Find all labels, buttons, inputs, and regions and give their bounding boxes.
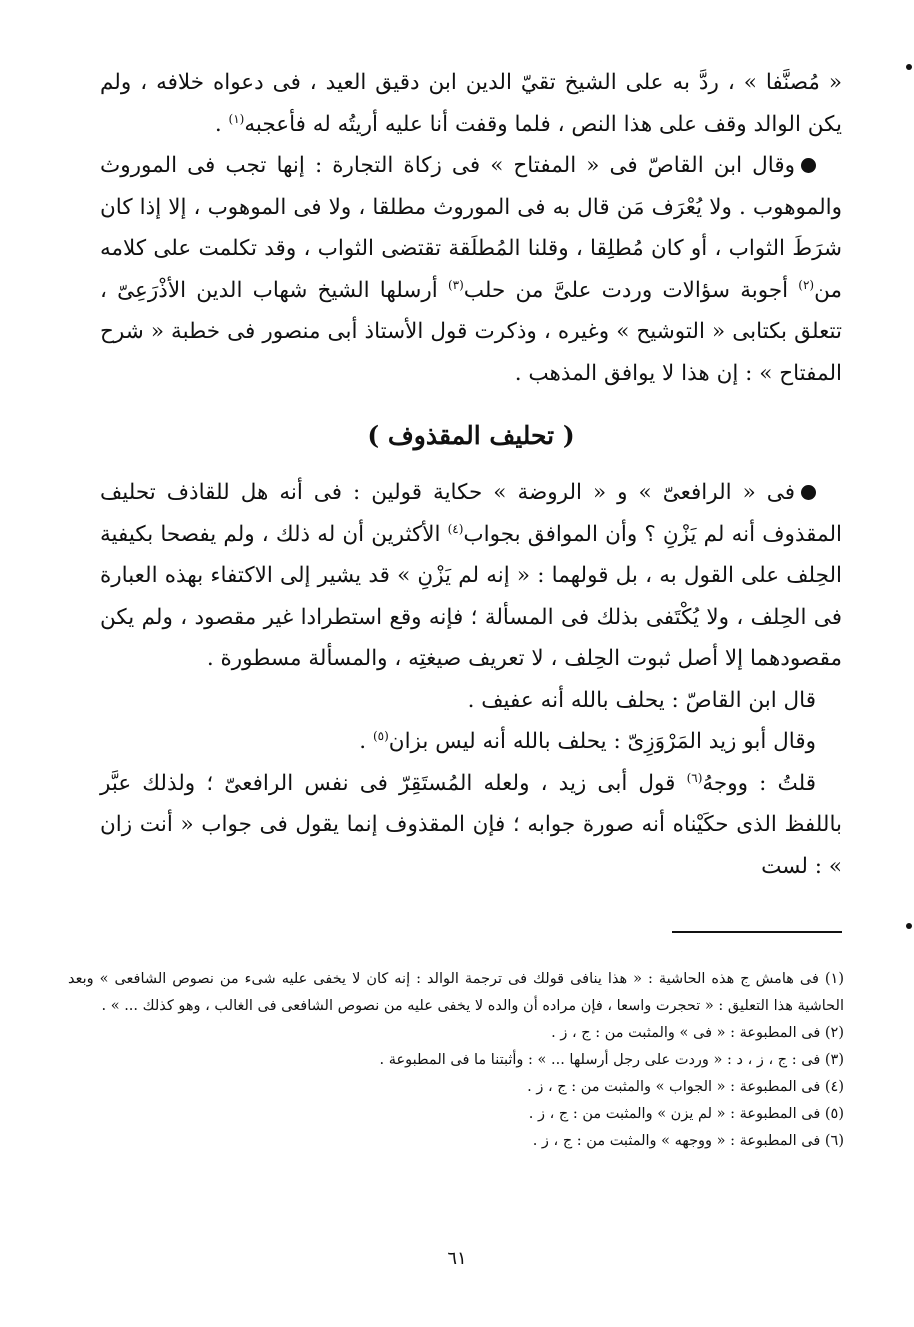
paragraph-p5: [100, 721, 842, 763]
footnote-divider: [672, 931, 842, 933]
text-segment: وقال ابن القاصّ فى « المفتاح » فى زكاة التجارة : إنها تجب فى الموروث والموهوب . ولا يُعْرَف مَن قال به فى الموروث مطلقا ، ولا فى الموهوب ، إلا إذا كان شرَطَ الثواب ، أو كان مُطلِقا ، وقلنا المُطلَقة تقتضى الثواب ، وقد تكلمت على كلامه من: [100, 153, 842, 303]
footnote-reference: (٥): [372, 728, 389, 743]
text-segment: قول أبى زيد ، ولعله المُستَقِرّ فى نفس الرافعىّ ؛ ولذلك عبَّر باللفظ الذى حكَيْناه أنه صورة جوابه ؛ فإن المقذوف إنما يقول فى جواب « أنت زان » : لست: [100, 770, 842, 879]
text-segment: أرسلها الشيخ شهاب الدين الأذْرَعِىّ ، تتعلق بكتابى « التوشيح » وغيره ، وذكرت قول الأستاذ أبى منصور فى خطبة « شرح المفتاح » : إن هذا لا يوافق المذهب .: [100, 277, 842, 386]
footnote-item: (٤) فى المطبوعة : « الجواب » والمثبت من : ج ، ز .: [527, 1079, 844, 1095]
text-segment: وقال أبو زيد المَرْوَزِىّ : يحلف بالله أنه ليس بزان: [388, 729, 816, 754]
page-number: ٦١: [447, 1248, 467, 1269]
footnote-item: (٥) فى المطبوعة : « لم يزن » والمثبت من : ج ، ز .: [528, 1106, 844, 1122]
paragraph-p3: [100, 472, 842, 680]
main-text-bottom: [100, 472, 842, 887]
footnote-item: (١) فى هامش ج هذه الحاشية : « هذا ينافى قولك فى ترجمة الوالد : إنه كان لا يخفى عليه شىء من نصوص الشافعى » وبعد الحاشية هذا التعليق : « تحجرت واسعا ، فإن مراده أن والده لا يخفى عليه من نصوص الشافعى فى الغالب ، وهو كذلك ... » .: [68, 971, 844, 1014]
text-segment: فى « الرافعىّ » و « الروضة » حكاية قولين : فى أنه هل للقاذف تحليف المقذوف أنه لم يَزْنِ ؟ وأن الموافق بجواب: [100, 480, 842, 547]
footnote-item: (٢) فى المطبوعة : « فى » والمثبت من : ج ، ز .: [551, 1025, 844, 1041]
page-content: [100, 62, 842, 887]
text-segment: الأكثرين أن له ذلك ، ولم يفصحا بكيفية الحِلف على القول به ، بل قولهما : « إنه لم يَزْنِ » قد يشير إلى الاكتفاء بهذه العبارة فى الحِلف ، ولا يُكْتَفى بذلك فى المسألة ؛ فإنه وقع استطرادا غير مقصود ، ولم يكن مقصودهما إلا أصل ثبوت الحِلف ، لا تعريف صيغتِه ، والمسألة مسطورة .: [100, 521, 842, 671]
footnote-reference: (٤): [447, 521, 464, 536]
footnote-item: (٦) فى المطبوعة : « ووجهه » والمثبت من : ج ، ز .: [532, 1133, 844, 1149]
footnote-reference: (٣): [447, 277, 464, 292]
bullet-icon: [801, 158, 816, 173]
footnote-item: (٣) فى : ج ، ز ، د : « وردت على رجل أرسلها ... » : وأثبتنا ما فى المطبوعة .: [379, 1052, 844, 1068]
footnotes: [68, 966, 844, 1155]
text-segment: .: [214, 111, 229, 137]
section-heading: ( تحليف المقذوف ): [367, 421, 575, 450]
scan-mark-top: [906, 64, 912, 70]
main-text-top: [100, 62, 842, 394]
text-segment: قلتُ : ووجهُ: [702, 770, 816, 796]
text-segment: .: [359, 729, 373, 754]
text-segment: قال ابن القاصّ : يحلف بالله أنه عفيف .: [467, 687, 816, 713]
footnote-reference: (٦): [686, 770, 703, 785]
paragraph-p6: [100, 763, 842, 888]
scan-mark-side: [906, 923, 912, 929]
text-segment: أجوبة سؤالات وردت علىَّ من حلب: [463, 277, 799, 303]
paragraph-p2: [100, 145, 842, 394]
paragraph-p4: [100, 680, 842, 722]
footnote-reference: (٢): [798, 277, 815, 292]
bullet-icon: [801, 485, 816, 500]
paragraph-p1: [100, 62, 842, 145]
text-segment: « مُصنَّفا » ، ردَّ به على الشيخ تقيّ الدين ابن دقيق العيد ، فى دعواه خلافه ، ولم يكن الوالد وقف على هذا النص ، فلما وقفت أنا عليه أريتُه له فأعجبه: [100, 70, 842, 137]
footnote-reference: (١): [228, 111, 245, 126]
